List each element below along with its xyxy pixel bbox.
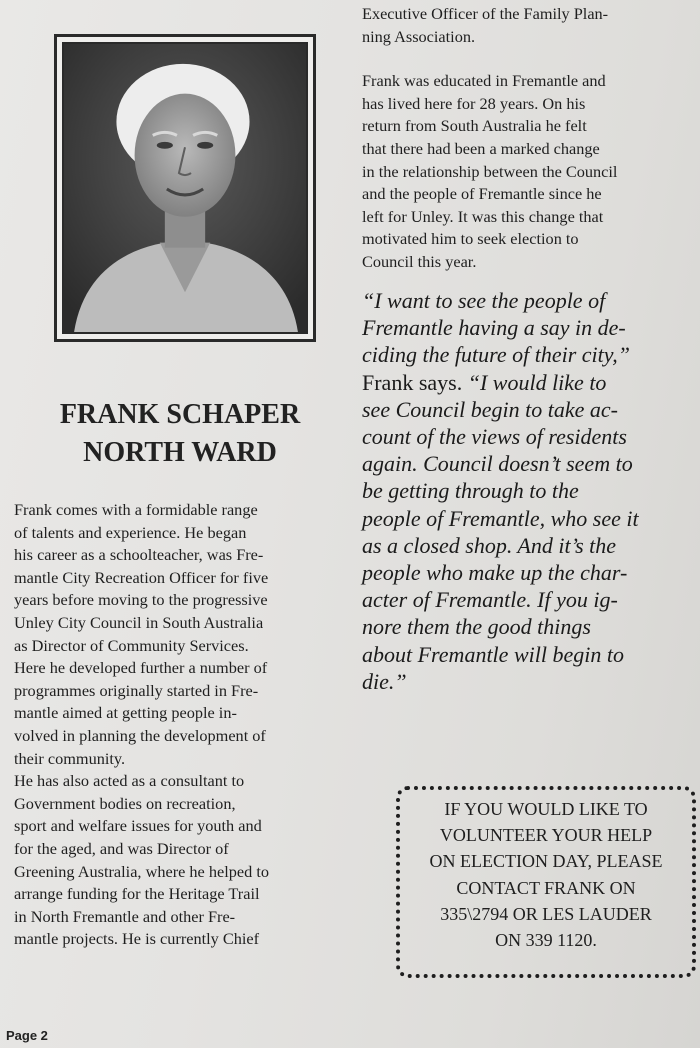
quote-line: see Council begin to take ac- — [362, 396, 618, 422]
quote-attribution: Frank says. — [362, 369, 463, 395]
quote-line: die.” — [362, 668, 407, 694]
body-line: Government bodies on recreation, — [14, 793, 236, 813]
body-line: his career as a schoolteacher, was Fre- — [14, 545, 264, 565]
callout-line: 335\2794 OR LES LAUDER — [440, 903, 652, 924]
body-line: that there had been a marked change — [362, 138, 600, 158]
quote-line: people of Fremantle, who see it — [362, 505, 639, 531]
quote-line: as a closed shop. And it’s the — [362, 532, 617, 558]
left-column-body — [14, 499, 350, 951]
body-line: arrange funding for the Heritage Trail — [14, 884, 260, 904]
quote-line: count of the views of residents — [362, 424, 627, 450]
body-line: mantle aimed at getting people in- — [14, 703, 237, 723]
callout-line: VOLUNTEER YOUR HELP — [439, 825, 653, 846]
body-line: He has also acted as a consultant to — [14, 771, 245, 791]
quote-line: about Fremantle will begin to — [362, 641, 624, 667]
body-line: of talents and experience. He began — [14, 522, 247, 542]
right-column-body — [362, 3, 692, 274]
candidate-quote — [362, 287, 698, 695]
body-line: mantle City Recreation Officer for five — [14, 567, 269, 587]
body-line: mantle projects. He is currently Chief — [14, 929, 260, 949]
body-line: their community. — [14, 748, 126, 768]
quote-line: Fremantle having a say in de- — [362, 315, 626, 341]
candidate-heading — [20, 396, 340, 472]
quote-line — [362, 369, 698, 396]
body-line: years before moving to the progressive — [14, 590, 268, 610]
body-line: programmes originally started in Fre- — [14, 680, 259, 700]
body-line: Frank was educated in Fremantle and — [362, 71, 606, 91]
volunteer-callout-text — [400, 796, 692, 953]
quote-line: be getting through to the — [362, 478, 579, 504]
callout-line: IF YOU WOULD LIKE TO — [444, 799, 648, 819]
volunteer-callout-box — [396, 786, 696, 978]
body-line: Frank comes with a formidable range — [14, 500, 258, 519]
portrait-image — [64, 44, 306, 332]
body-line: Here he developed further a number of — [14, 658, 268, 678]
quote-line: nore them the good things — [362, 614, 591, 640]
quote-line: acter of Fremantle. If you ig- — [362, 587, 618, 613]
candidate-photo — [62, 42, 308, 334]
body-line: as Director of Community Services. — [14, 635, 249, 655]
body-line: motivated him to seek election to — [362, 229, 579, 249]
body-line: Council this year. — [362, 251, 477, 271]
body-line: in North Fremantle and other Fre- — [14, 906, 236, 926]
candidate-name: FRANK SCHAPER — [59, 399, 301, 430]
body-line: volved in planning the development of — [14, 725, 266, 745]
callout-line: ON ELECTION DAY, PLEASE — [429, 851, 663, 872]
body-line: left for Unley. It was this change that — [362, 206, 604, 226]
body-line: ning Association. — [362, 26, 476, 46]
candidate-ward: NORTH WARD — [83, 437, 277, 468]
body-line: has lived here for 28 years. On his — [362, 93, 586, 113]
quote-line: people who make up the char- — [362, 560, 628, 586]
body-line: Greening Australia, where he helped to — [14, 861, 269, 881]
quote-line: again. Council doesn’t seem to — [362, 451, 633, 477]
candidate-photo-frame — [54, 34, 316, 342]
body-line: Executive Officer of the Family Plan- — [362, 4, 609, 23]
callout-line: CONTACT FRANK ON — [456, 877, 636, 898]
body-line: Unley City Council in South Australia — [14, 612, 264, 632]
body-line: in the relationship between the Council — [362, 161, 618, 181]
right-paragraph-1 — [362, 3, 692, 48]
body-line: sport and welfare issues for youth and — [14, 816, 262, 836]
body-line: for the aged, and was Director of — [14, 838, 229, 858]
body-line: return from South Australia he felt — [362, 116, 587, 136]
right-paragraph-2 — [362, 70, 692, 273]
quote-line: “I want to see the people of — [362, 288, 606, 313]
quote-line: ciding the future of their city,” — [362, 342, 631, 368]
page-number: Page 2 — [6, 1028, 48, 1043]
callout-line: ON 339 1120. — [495, 930, 597, 951]
body-line: and the people of Fremantle since he — [362, 184, 602, 204]
quote-line-part: “I would like to — [462, 369, 607, 395]
